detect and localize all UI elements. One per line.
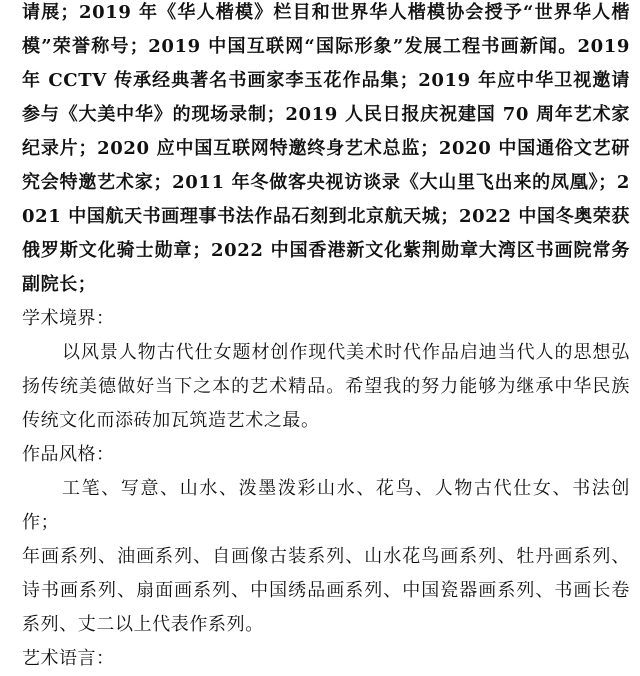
style-paragraph-series: 年画系列、油画系列、自画像古装系列、山水花鸟画系列、牡丹画系列、诗书画系列、扇面画系列、中国绣品画系列、中国瓷器画系列、书画长卷系列、丈二以上代表作系列。: [22, 546, 630, 635]
style-heading: 作品风格：: [22, 444, 115, 465]
academic-paragraph: 以风景人物古代仕女题材创作现代美术时代作品启迪当代人的思想弘扬传统美德做好当下之本的艺术精品。希望我的努力能够为继承中华民族传统文化而添砖加瓦筑造艺术之最。: [22, 342, 630, 431]
language-heading: 艺术语言：: [22, 648, 115, 669]
honors-paragraph: 请展；2019 年《华人楷模》栏目和世界华人楷模协会授予“世界华人楷模”荣誉称号；2019 中国互联网“国际形象”发展工程书画新闻。2019 年 CCTV 传承经典著名书画家李玉花作品集；2019 年应中华卫视邀请参与《大美中华》的现场录制；2019 人民日报庆祝建国 70 周年艺术家纪录片；2020 应中国互联网特邀终身艺术总监；2020 中国通俗文艺研究会特邀艺术家；2011 年冬做客央视访谈录《大山里飞出来的凤凰》；2021 中国航天书画理事书法作品石刻到北京航天城；2022 中国冬奥荣获俄罗斯文化骑士勋章；2022 中国香港新文化紫荆勋章大湾区书画院常务副院长；: [22, 2, 630, 295]
style-paragraph-techniques: 工笔、写意、山水、泼墨泼彩山水、花鸟、人物古代仕女、书法创作；: [22, 478, 630, 533]
academic-heading: 学术境界：: [22, 308, 115, 329]
